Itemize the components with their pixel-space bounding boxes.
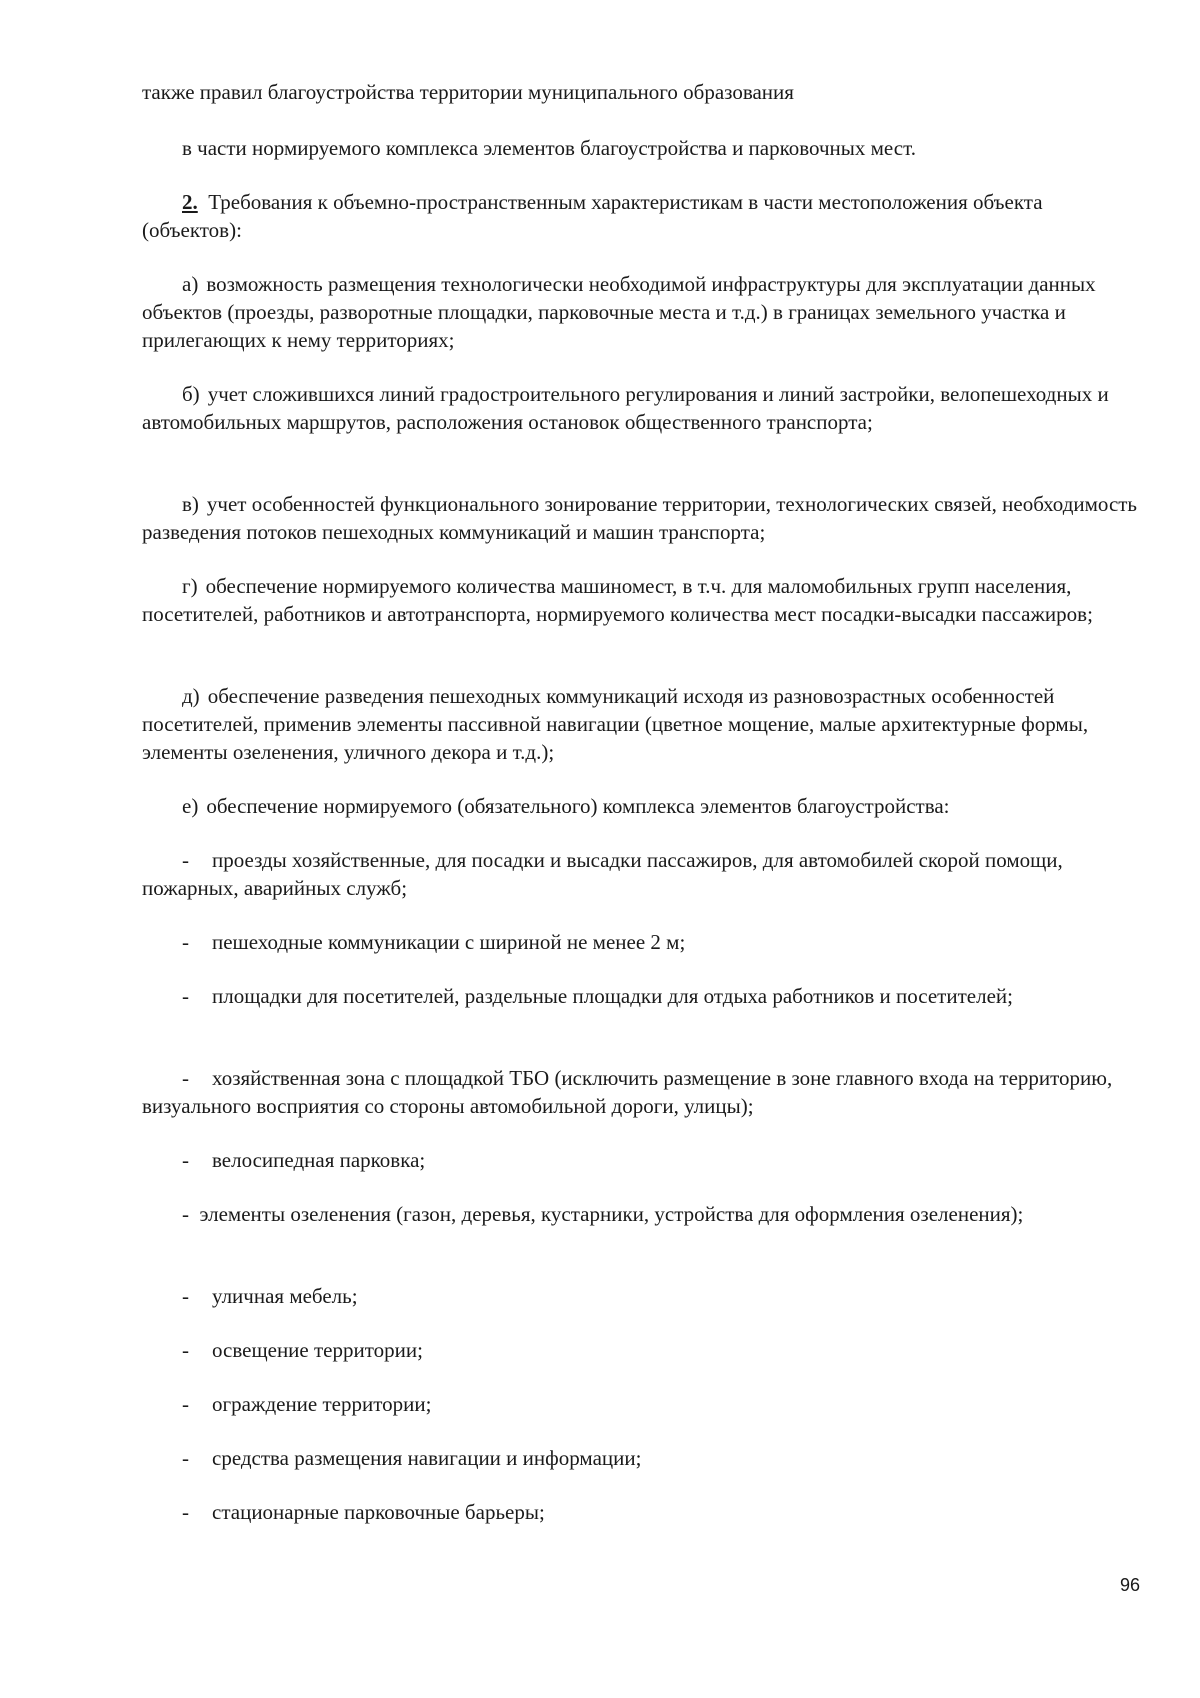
list-item-text: учет сложившихся линий градостроительного регулирования и линий застройки, велопешеходных и автомобильных маршрутов, расположения остановок общественного транспорта; [142,382,1109,434]
list-item-f [142,792,1138,820]
bullet-text: проезды хозяйственные, для посадки и высадки пассажиров, для автомобилей скорой помощи, пожарных, аварийных служб; [142,848,1063,900]
bullet-text: уличная мебель; [212,1284,358,1308]
list-item-label: а) [182,272,199,296]
section-2-heading [142,188,1138,244]
bullet-dash: - [182,1148,189,1172]
bullet-text: ограждение территории; [212,1392,432,1416]
bullet-item [142,846,1138,902]
bullet-item [142,1336,1138,1364]
bullet-dash: - [182,848,189,872]
bullet-item [142,1444,1138,1472]
page-number: 96 [1119,1575,1140,1595]
bullet-text: велосипедная парковка; [212,1148,426,1172]
bullet-item [142,1200,1138,1228]
bullet-dash: - [182,1202,189,1226]
list-item-text: возможность размещения технологически необходимой инфраструктуры для эксплуатации данных объектов (проезды, разворотные площадки, парковочные места и т.д.) в границах земельного участка и прилегающих к нему территориях; [142,272,1096,352]
list-item-label: в) [182,492,199,516]
list-item-label: д) [182,684,200,708]
section-2-text: Требования к объемно-пространственным характеристикам в части местоположения объекта (объектов): [142,190,1043,242]
intro-line-1 [142,78,1138,106]
list-item-c [142,490,1138,546]
bullet-text: освещение территории; [212,1338,423,1362]
section-2-number: 2. [182,190,198,214]
list-item-label: б) [182,382,200,406]
bullet-text: средства размещения навигации и информации; [212,1446,642,1470]
list-item-text: обеспечение разведения пешеходных коммуникаций исходя из разновозрастных особенностей посетителей, применив элементы пассивной навигации (цветное мощение, малые архитектурные формы, элементы озеленения, уличного декора и т.д.); [142,684,1089,764]
list-item-e [142,682,1138,766]
intro-line-1-text: также правил благоустройства территории муниципального образования [142,80,794,104]
bullet-text: пешеходные коммуникации с шириной не менее 2 м; [212,930,686,954]
bullet-item [142,1498,1138,1526]
bullet-item [142,1064,1138,1120]
bullet-text: хозяйственная зона с площадкой ТБО (исключить размещение в зоне главного входа на территорию, визуального восприятия со стороны автомобильной дороги, улицы); [142,1066,1113,1118]
bullet-item [142,1282,1138,1310]
bullet-item [142,1146,1138,1174]
list-item-label: г) [182,574,198,598]
bullet-dash: - [182,1392,189,1416]
bullet-dash: - [182,930,189,954]
bullet-dash: - [182,984,189,1008]
list-item-b [142,380,1138,436]
list-item-text: учет особенностей функционального зонирование территории, технологических связей, необходимость разведения потоков пешеходных коммуникаций и машин транспорта; [142,492,1138,544]
bullet-text: площадки для посетителей, раздельные площадки для отдыха работников и посетителей; [212,984,1013,1008]
bullet-text: элементы озеленения (газон, деревья, кустарники, устройства для оформления озеленения); [199,1202,1024,1226]
bullet-dash: - [182,1446,189,1470]
bullet-item [142,982,1138,1010]
bullet-text: стационарные парковочные барьеры; [212,1500,545,1524]
list-item-d [142,572,1138,628]
intro-line-2-text: в части нормируемого комплекса элементов благоустройства и парковочных мест. [182,136,916,160]
list-item-a [142,270,1138,354]
bullet-dash: - [182,1338,189,1362]
bullet-dash: - [182,1066,189,1090]
list-item-label: е) [182,794,199,818]
bullet-item [142,928,1138,956]
list-item-text: обеспечение нормируемого (обязательного) комплекса элементов благоустройства: [206,794,950,818]
list-item-text: обеспечение нормируемого количества машиномест, в т.ч. для маломобильных групп населения, посетителей, работников и автотранспорта, нормируемого количества мест посадки-высадки пассажиров; [142,574,1093,626]
bullet-item [142,1390,1138,1418]
bullet-dash: - [182,1284,189,1308]
intro-line-2 [142,134,1138,162]
bullet-dash: - [182,1500,189,1524]
